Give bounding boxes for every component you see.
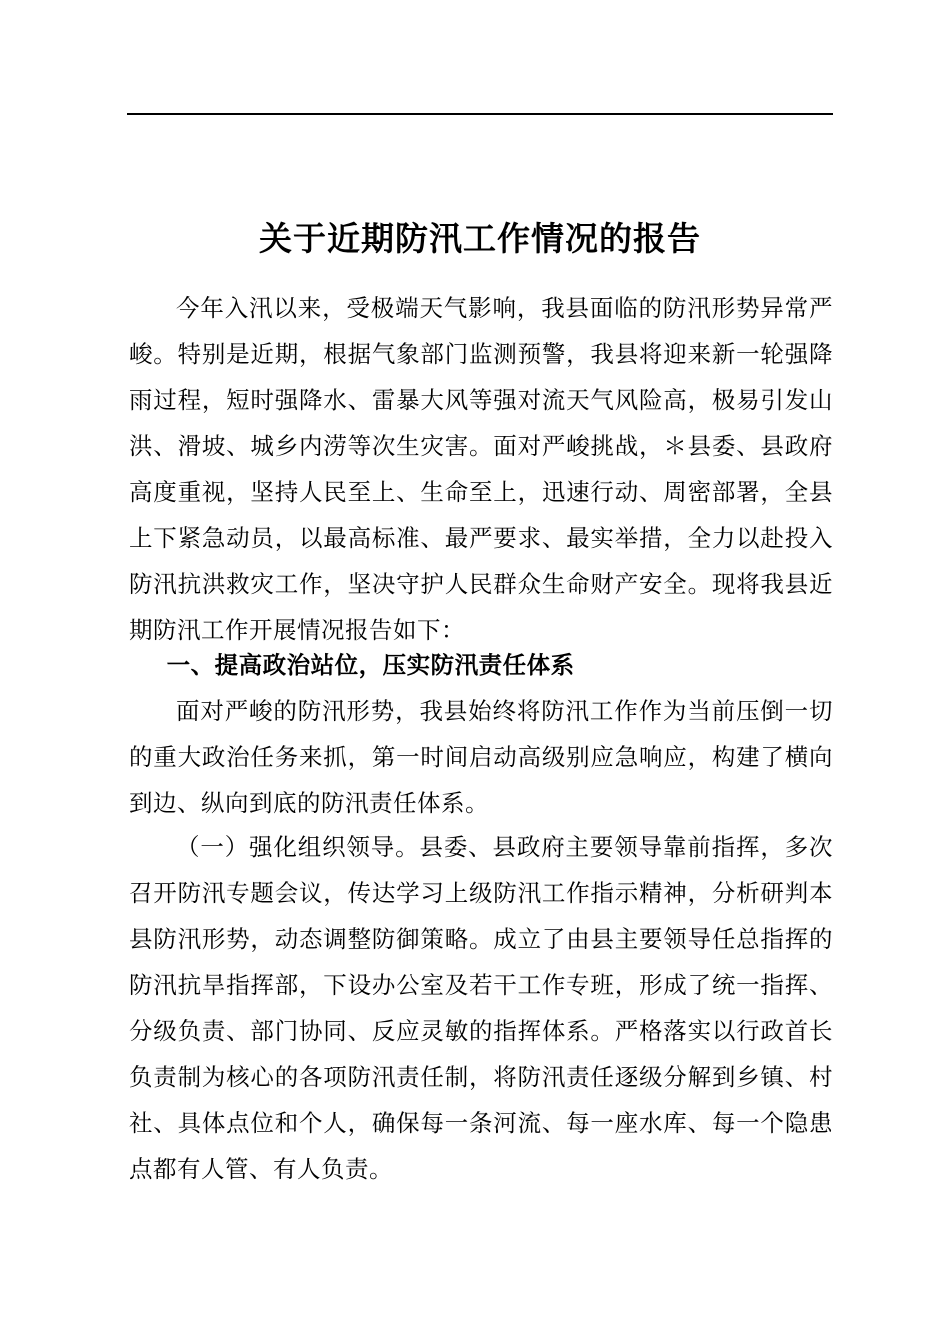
header-rule: [127, 113, 833, 115]
subsection-1-paragraph: [129, 824, 833, 1192]
subsection-1-text: 县委、县政府主要领导靠前指挥，多次召开防汛专题会议，传达学习上级防汛工作指示精神，分析研判本县防汛形势，动态调整防御策略。成立了由县主要领导任总指挥的防汛抗旱指挥部，下设办公室及若干工作专班，形成了统一指挥、分级负责、部门协同、反应灵敏的指挥体系。严格落实以行政首长负责制为核心的各项防汛责任制，将防汛责任逐级分解到乡镇、村社、具体点位和个人，确保每一条河流、每一座水库、每一个隐患点都有人管、有人负责。: [129, 833, 834, 1183]
intro-paragraph: 今年入汛以来，受极端天气影响，我县面临的防汛形势异常严峻。特别是近期，根据气象部门监测预警，我县将迎来新一轮强降雨过程，短时强降水、雷暴大风等强对流天气风险高，极易引发山洪、滑坡、城乡内涝等次生灾害。面对严峻挑战，＊县委、县政府高度重视，坚持人民至上、生命至上，迅速行动、周密部署，全县上下紧急动员，以最高标准、最严要求、最实举措，全力以赴投入防汛抗洪救灾工作，坚决守护人民群众生命财产安全。现将我县近期防汛工作开展情况报告如下：: [129, 294, 833, 644]
section-1-paragraph: 面对严峻的防汛形势，我县始终将防汛工作作为当前压倒一切的重大政治任务来抓，第一时间启动高级别应急响应，构建了横向到边、纵向到底的防汛责任体系。: [129, 697, 833, 817]
section-heading-1: 一、提高政治站位，压实防汛责任体系: [166, 651, 575, 679]
page-title: 关于近期防汛工作情况的报告: [259, 219, 701, 258]
subsection-1-label: （一）强化组织领导。: [176, 833, 420, 861]
